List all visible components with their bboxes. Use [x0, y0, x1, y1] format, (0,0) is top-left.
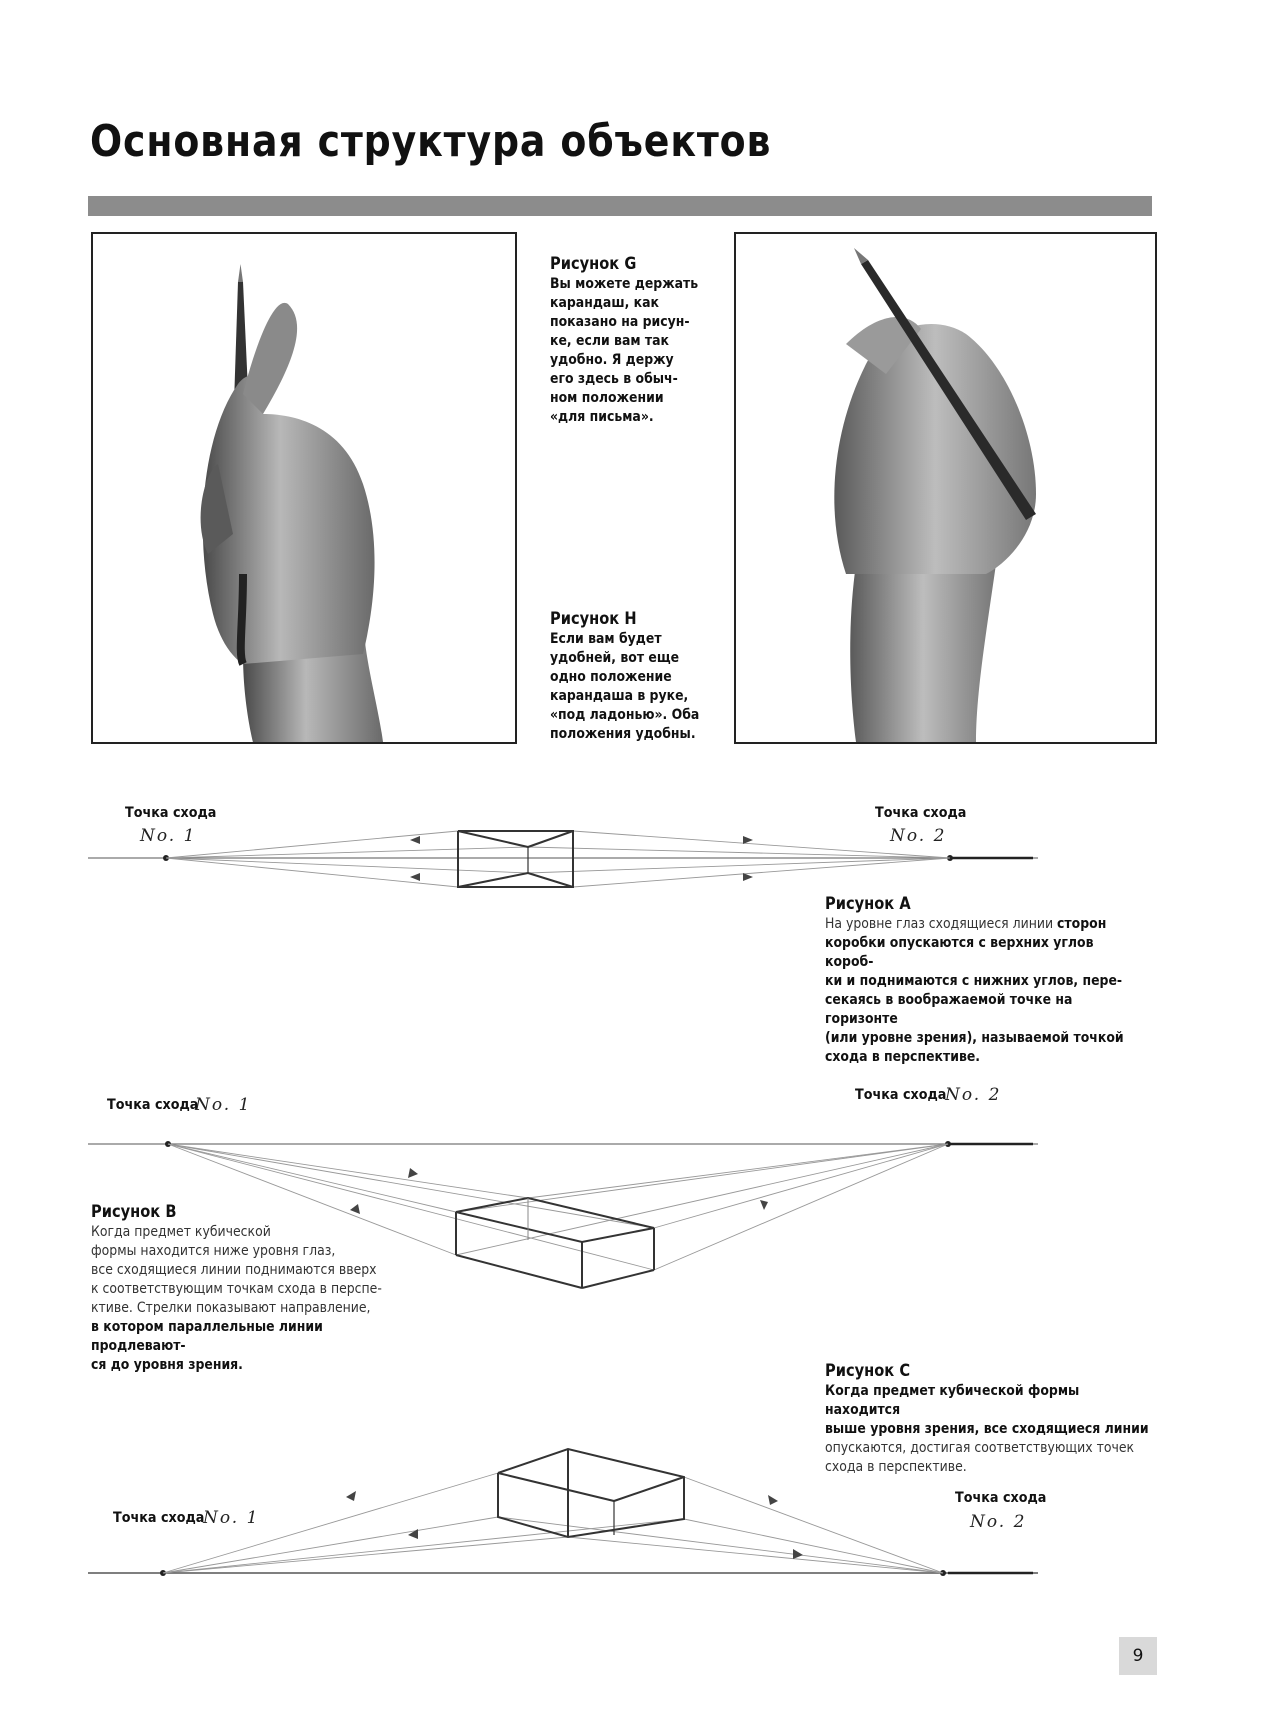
figure-a-heading: Рисунок А [825, 894, 911, 914]
figure-c-text: Когда предмет кубической формы находится выше уровня зрения, все сходящиеся линии [825, 1383, 1149, 1437]
figure-a-vp2-handwritten: No. 2 [890, 826, 947, 846]
caption-figure-b [91, 1203, 418, 1375]
page-number: 9 [1119, 1637, 1157, 1675]
figure-a-vp1-handwritten: No. 1 [140, 826, 197, 846]
caption-figure-h [550, 610, 705, 744]
hand-holding-pencil-illustration-2 [736, 234, 1155, 742]
photo-hand-under-palm-grip [734, 232, 1157, 744]
figure-c-vp1-handwritten: No. 1 [203, 1508, 260, 1528]
figure-b-text: в котором параллельные линии продлевают- ся до уровня зрения. [91, 1319, 323, 1373]
figure-c-vp2-label: Точка схода [955, 1490, 1047, 1506]
figure-a-text: сторон коробки опускаются с верхних углов короб- ки и поднимаются с нижних углов, пере- секаясь в воображаемой точке на горизонте (или уровне зрения), называемой точкой схода в перспективе. [825, 916, 1124, 1065]
figure-h-text: Если вам будет удобней, вот еще одно положение карандаша в руке, «под ладонью». Оба положения удобны. [550, 631, 700, 742]
figure-g-heading: Рисунок G [550, 254, 637, 274]
figure-a-vp1-label: Точка схода [125, 805, 217, 821]
figure-a-text-intro: На уровне глаз сходящиеся линии [825, 916, 1054, 932]
page-title: Основная структура объектов [90, 116, 772, 167]
figure-b-heading: Рисунок В [91, 1202, 177, 1222]
figure-h-heading: Рисунок H [550, 609, 637, 629]
figure-b-text-intro: Когда предмет кубической формы находится ниже уровня глаз, все сходящиеся линии поднимаются вверх к соответствующим точкам схода в перспе- ктиве. Стрелки показывают направление, [91, 1224, 382, 1316]
hand-holding-pencil-illustration [93, 234, 515, 742]
figure-c-text-end: опускаются, достигая соответствующих точек схода в перспективе. [825, 1440, 1135, 1475]
figure-c-heading: Рисунок С [825, 1361, 911, 1381]
figure-c-vp2-handwritten: No. 2 [970, 1512, 1027, 1532]
title-divider-bar [88, 196, 1152, 216]
photo-hand-writing-grip [91, 232, 517, 744]
figure-b-vp1-handwritten: No. 1 [195, 1095, 252, 1115]
figure-a-vp2-label: Точка схода [875, 805, 967, 821]
figure-b-vp2-handwritten: No. 2 [945, 1085, 1002, 1105]
figure-b-vp1-label: Точка схода [107, 1097, 199, 1113]
figure-c-vp1-label: Точка схода [113, 1510, 205, 1526]
figure-g-text: Вы можете держать карандаш, как показано на рисун- ке, если вам так удобно. Я держу его здесь в обыч- ном положении «для письма». [550, 276, 699, 425]
caption-figure-a [825, 895, 1143, 1067]
caption-figure-g [550, 255, 705, 427]
figure-b-vp2-label: Точка схода [855, 1087, 947, 1103]
